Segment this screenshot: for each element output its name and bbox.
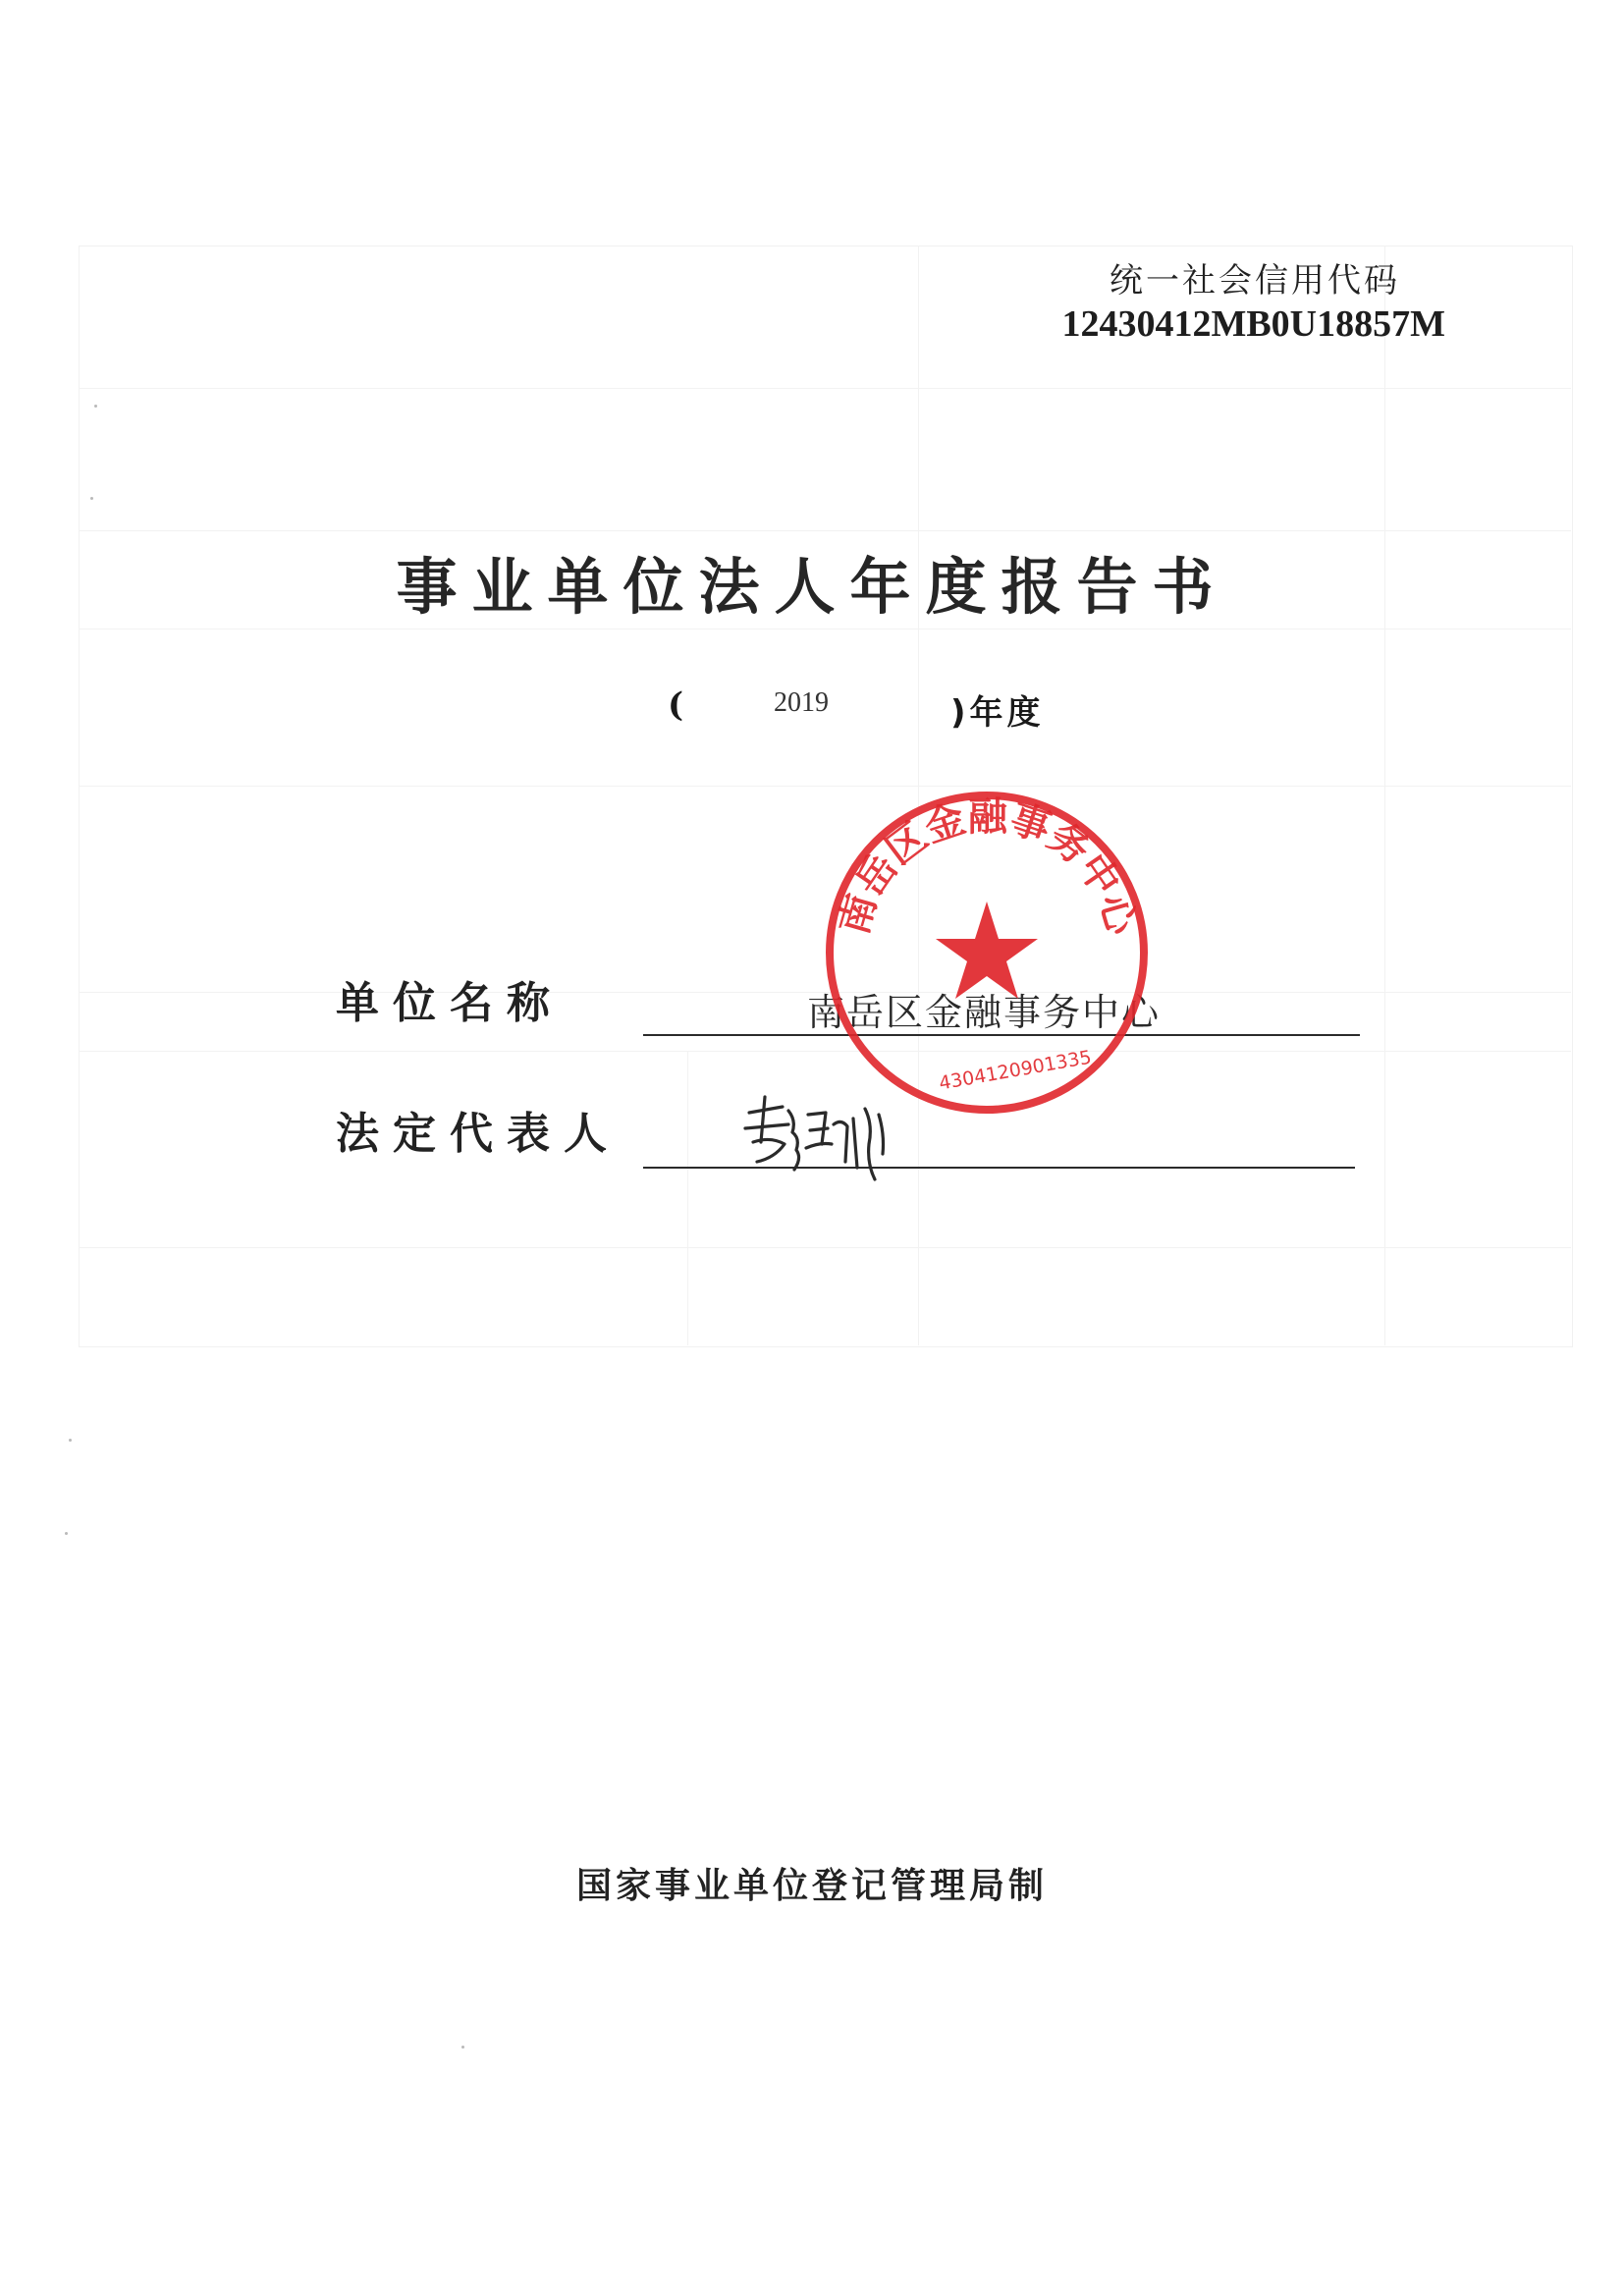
report-year: 2019 bbox=[774, 687, 829, 718]
document-title: 事业单位法人年度报告书 bbox=[396, 551, 1228, 623]
scan-speck bbox=[94, 405, 97, 408]
year-suffix: )年度 bbox=[950, 693, 1045, 733]
issuer-footer: 国家事业单位登记管理局制 bbox=[575, 1866, 1048, 1906]
bleed-through-line bbox=[79, 388, 1571, 389]
credit-code-value: 12430412MB0U18857M bbox=[1061, 303, 1445, 345]
scan-speck bbox=[65, 1532, 68, 1535]
bleed-through-line bbox=[1384, 246, 1385, 1345]
official-seal bbox=[820, 786, 1154, 1120]
scan-speck bbox=[90, 497, 93, 500]
scan-speck bbox=[69, 1439, 72, 1442]
legal-rep-label: 法定代表人 bbox=[336, 1109, 621, 1159]
year-open-paren: ( bbox=[668, 685, 684, 725]
bleed-through-line bbox=[79, 1247, 1571, 1248]
seal-number: 4304120901335 bbox=[937, 1046, 1094, 1095]
bleed-through-line bbox=[687, 1051, 688, 1345]
seal-text: 南岳区金融事务中心 bbox=[831, 793, 1145, 940]
credit-code-label: 统一社会信用代码 bbox=[1110, 261, 1400, 301]
seal-star-icon bbox=[936, 902, 1038, 999]
scan-speck bbox=[461, 2046, 464, 2049]
unit-name-value: 南岳区金融事务中心 bbox=[807, 991, 1162, 1034]
bleed-through-line bbox=[79, 530, 1571, 531]
unit-name-label: 单位名称 bbox=[336, 978, 564, 1028]
